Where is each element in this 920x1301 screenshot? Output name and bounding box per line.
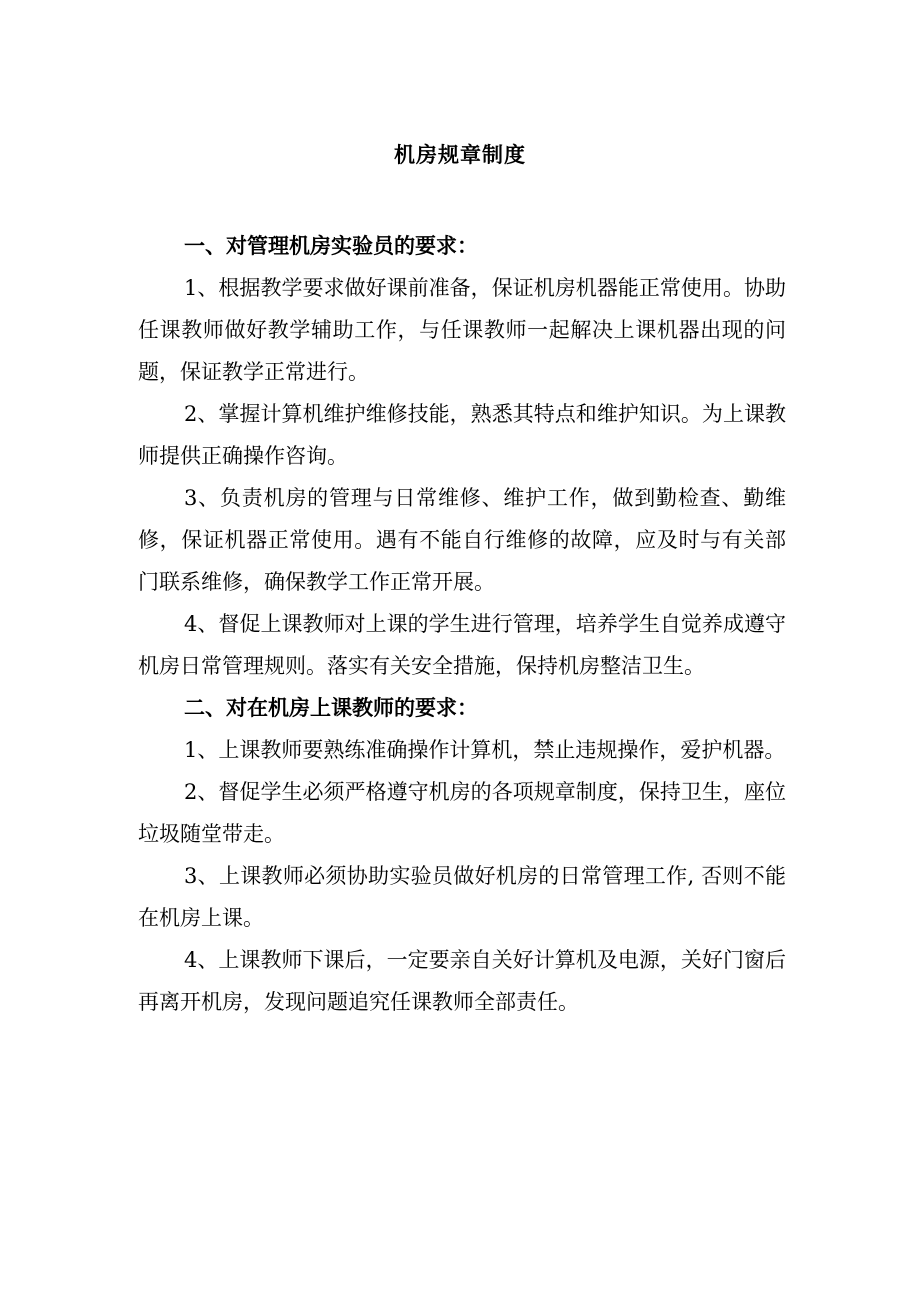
document-body [138,225,786,1023]
rule-item: 3、负责机房的管理与日常维修、维护工作，做到勤检查、勤维修，保证机器正常使用。遇有不能自行维修的故障，应及时与有关部门联系维修，确保教学工作正常开展。 [138,486,786,594]
rule-item: 4、上课教师下课后，一定要亲自关好计算机及电源，关好门窗后再离开机房，发现问题追究任课教师全部责任。 [138,948,786,1014]
rule-item: 1、根据教学要求做好课前准备，保证机房机器能正常使用。协助任课教师做好教学辅助工作，与任课教师一起解决上课机器出现的问题，保证教学正常进行。 [138,276,786,384]
rule-item: 2、督促学生必须严格遵守机房的各项规章制度，保持卫生，座位垃圾随堂带走。 [138,780,786,846]
rule-item: 3、上课教师必须协助实验员做好机房的日常管理工作, 否则不能在机房上课。 [138,864,786,930]
section-heading: 一、对管理机房实验员的要求： [184,234,478,258]
section-management-staff [138,225,786,687]
section-teachers [138,687,786,1023]
document-title: 机房规章制度 [394,143,526,167]
rule-item: 2、掌握计算机维护维修技能，熟悉其特点和维护知识。为上课教师提供正确操作咨询。 [138,402,786,468]
rule-item: 1、上课教师要熟练准确操作计算机，禁止违规操作，爱护机器。 [184,738,786,762]
section-heading: 二、对在机房上课教师的要求： [184,696,478,720]
rule-item: 4、督促上课教师对上课的学生进行管理，培养学生自觉养成遵守机房日常管理规则。落实有关安全措施，保持机房整洁卫生。 [138,612,786,678]
